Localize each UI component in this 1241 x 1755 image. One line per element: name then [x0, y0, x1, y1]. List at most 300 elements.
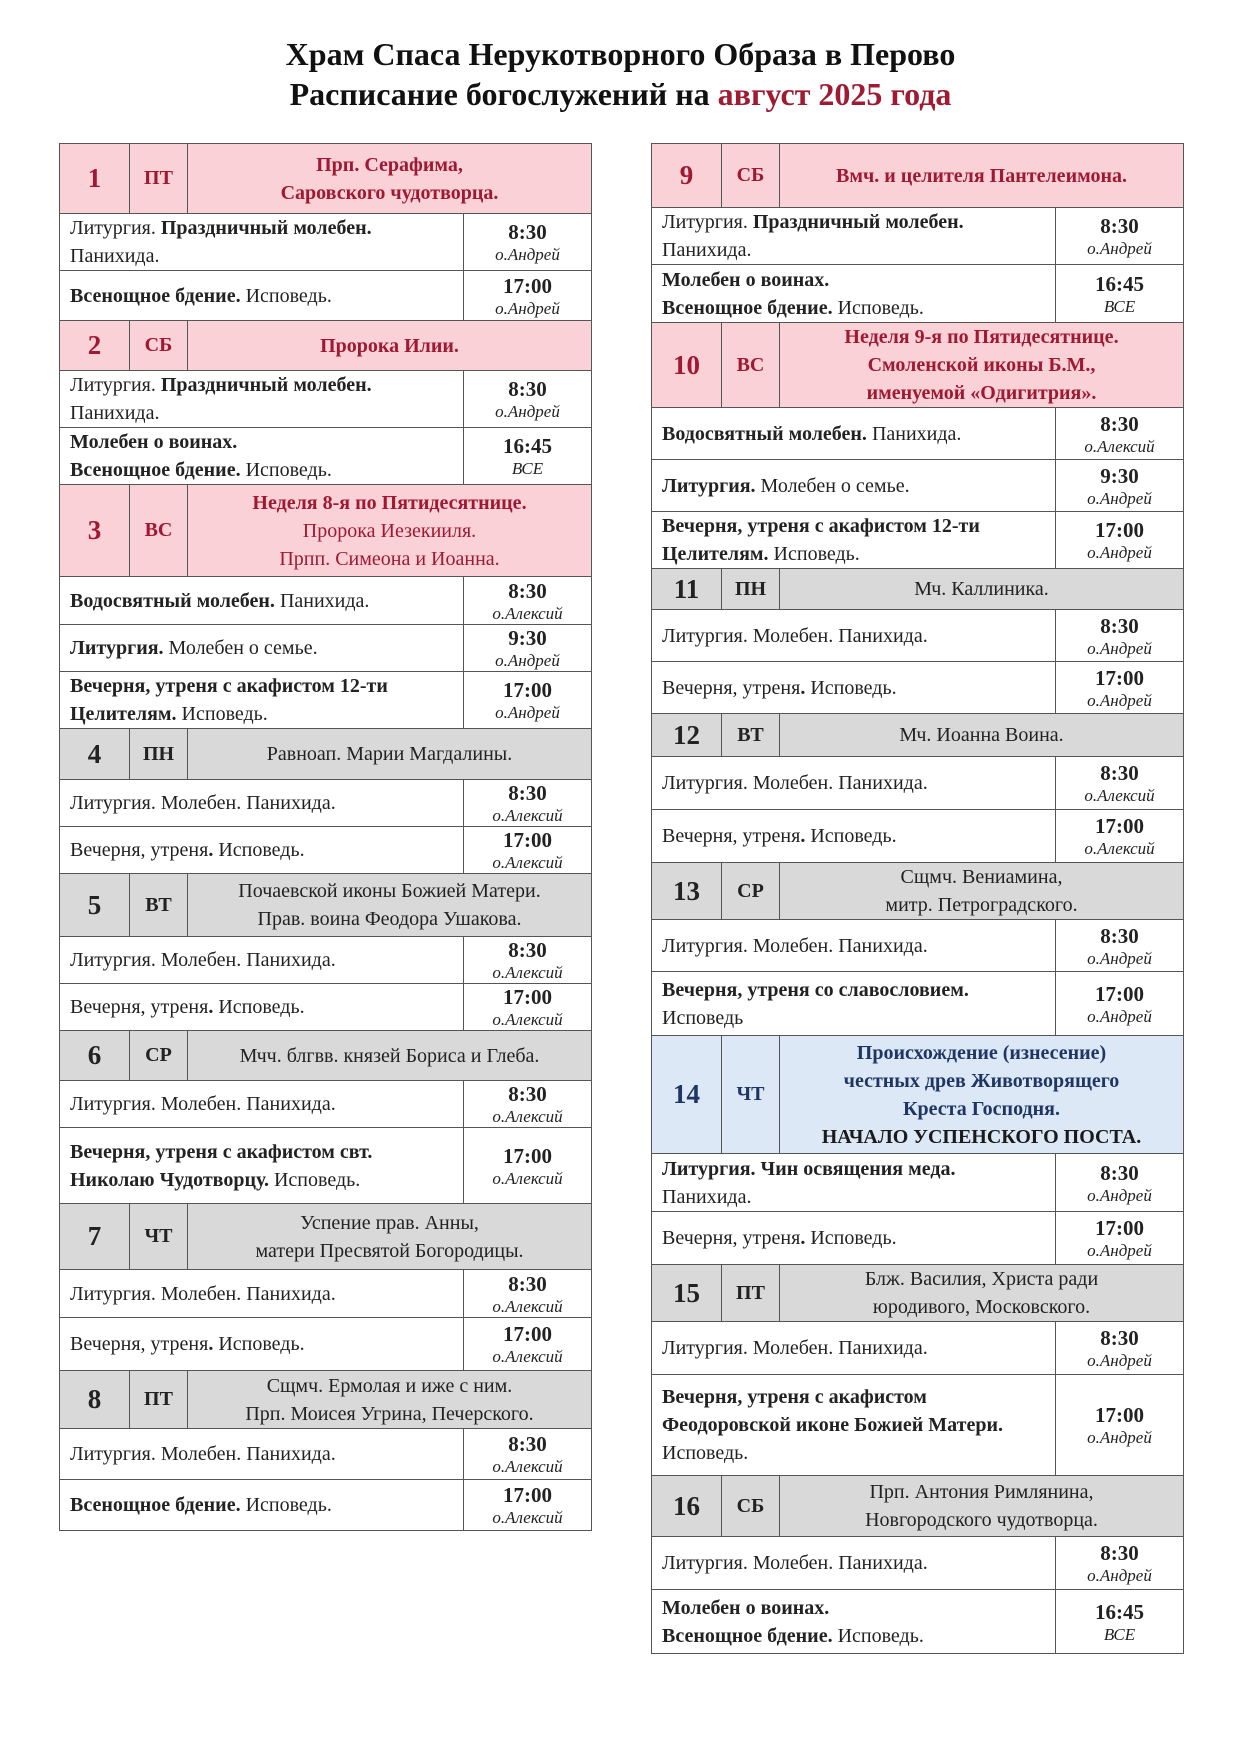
day-of-week: СР: [722, 863, 780, 920]
day-number: 3: [60, 485, 130, 577]
service-time: 17:00: [1095, 1403, 1144, 1427]
service-text: Литургия.: [662, 211, 753, 233]
service-text: Литургия. Молебен. Панихида.: [662, 1337, 928, 1359]
service-text: Молебен о воинах.: [662, 268, 830, 291]
feast-line: юродивого, Московского.: [872, 1296, 1091, 1318]
feast-line: Успение прав. Анны,: [300, 1211, 479, 1234]
service-text: Исповедь.: [213, 1333, 305, 1355]
day-of-week: ВТ: [722, 714, 780, 757]
service-text: .: [800, 825, 806, 847]
service-description: [652, 920, 1056, 972]
service-text: Исповедь.: [240, 459, 332, 481]
service-priest: о.Андрей: [1087, 1428, 1152, 1447]
service-time: 8:30: [508, 377, 547, 401]
service-row: [652, 972, 1184, 1036]
service-priest: о.Алексий: [492, 1347, 563, 1366]
service-priest: о.Алексий: [492, 1107, 563, 1126]
service-row: [60, 1429, 592, 1480]
day-header-row: [60, 321, 592, 371]
service-text: Молебен о семье.: [163, 637, 318, 659]
day-number: 1: [60, 144, 130, 214]
service-time-cell: [464, 577, 592, 625]
service-row: [652, 810, 1184, 863]
service-time: 9:30: [1100, 463, 1139, 488]
service-priest: ВСЕ: [1103, 1624, 1136, 1644]
service-text: Панихида.: [866, 422, 962, 445]
title-line-1: Храм Спаса Нерукотворного Образа в Перово: [285, 36, 956, 72]
service-row: [60, 214, 592, 271]
service-description: [652, 1590, 1056, 1654]
service-text: .: [208, 839, 214, 861]
schedule-right-column: [651, 143, 1183, 1654]
service-description: [60, 1128, 464, 1204]
service-text: Литургия. Молебен. Панихида.: [662, 772, 928, 794]
service-time-cell: [464, 984, 592, 1031]
day-of-week: ВС: [722, 323, 780, 408]
service-time: 8:30: [508, 1432, 547, 1456]
service-text: Литургия. Молебен. Панихида.: [70, 1093, 336, 1115]
service-description: [652, 972, 1056, 1036]
service-time: 17:00: [503, 985, 552, 1009]
feast-line: Мч. Иоанна Воина.: [899, 724, 1064, 746]
service-priest: о.Алексий: [492, 1508, 563, 1527]
day-number: 8: [60, 1371, 130, 1429]
day-header-row: [60, 874, 592, 937]
service-time-cell: [1056, 1537, 1184, 1590]
page-title: [0, 34, 1241, 114]
service-text: Литургия. Молебен. Панихида.: [70, 949, 336, 971]
service-description: [60, 827, 464, 874]
day-header-row: [652, 714, 1184, 757]
feast-line: Мчч. блгвв. князей Бориса и Глеба.: [239, 1044, 540, 1067]
feast-line: митр. Петроградского.: [885, 894, 1078, 916]
service-row: [652, 1590, 1184, 1654]
feast-name: [780, 863, 1184, 920]
day-of-week: СБ: [722, 1476, 780, 1537]
service-description: [60, 214, 464, 271]
service-text: Литургия.: [70, 217, 161, 239]
feast-name: [780, 714, 1184, 757]
feast-line: Неделя 8-я по Пятидесятнице.: [252, 491, 527, 514]
service-time: 8:30: [1100, 1541, 1139, 1565]
feast-name: [780, 144, 1184, 208]
feast-line: Неделя 9-я по Пятидесятнице.: [844, 326, 1119, 348]
service-description: [60, 1270, 464, 1318]
service-priest: о.Алексий: [492, 1296, 563, 1316]
day-header-row: [652, 1476, 1184, 1537]
service-time: 17:00: [503, 1322, 552, 1346]
service-text: Молебен о семье.: [755, 474, 910, 497]
service-description: [60, 625, 464, 672]
service-text: Вечерня, утреня: [662, 825, 801, 847]
service-priest: о.Алексий: [492, 806, 563, 825]
feast-line: Мч. Каллиника.: [914, 578, 1049, 600]
service-time-cell: [1056, 1375, 1184, 1476]
service-description: [60, 577, 464, 625]
day-of-week: ПН: [130, 729, 188, 780]
service-text: Вечерня, утреня с акафистом 12-ти Целителям.: [662, 515, 980, 565]
feast-line: именуемой «Одигитрия».: [866, 382, 1097, 404]
service-time-cell: [1056, 972, 1184, 1036]
service-text: Водосвятный молебен.: [662, 422, 867, 445]
feast-name: [188, 874, 592, 937]
service-description: [652, 1375, 1056, 1476]
day-number: 4: [60, 729, 130, 780]
service-text: Литургия. Молебен. Панихида.: [70, 1443, 336, 1465]
service-priest: о.Андрей: [495, 402, 560, 421]
service-description: [60, 1318, 464, 1371]
service-text: Вечерня, утреня: [662, 676, 801, 699]
day-number: 5: [60, 874, 130, 937]
schedule-table-left: [59, 143, 592, 1531]
feast-name: [780, 569, 1184, 610]
service-time-cell: [1056, 662, 1184, 714]
service-text: Литургия.: [662, 474, 756, 497]
feast-name: [188, 1371, 592, 1429]
service-time-cell: [464, 1318, 592, 1371]
feast-name: [188, 485, 592, 577]
service-text: Панихида.: [70, 402, 160, 424]
feast-line: НАЧАЛО УСПЕНСКОГО ПОСТА.: [821, 1125, 1142, 1148]
day-number: 9: [652, 144, 722, 208]
service-description: [60, 780, 464, 827]
day-of-week: ПТ: [130, 1371, 188, 1429]
service-text: .: [208, 1333, 214, 1355]
service-priest: о.Андрей: [1087, 638, 1152, 658]
service-row: [652, 757, 1184, 810]
service-row: [60, 827, 592, 874]
feast-name: [780, 323, 1184, 408]
day-header-row: [652, 144, 1184, 208]
service-text: Исповедь.: [240, 284, 332, 307]
service-priest: о.Андрей: [1087, 690, 1152, 710]
service-row: [652, 1154, 1184, 1212]
service-time: 16:45: [503, 434, 552, 458]
service-priest: о.Алексий: [492, 853, 563, 872]
service-time: 16:45: [1095, 271, 1144, 296]
service-text: Всенощное бдение.: [70, 284, 241, 307]
service-text: Литургия.: [70, 374, 161, 396]
service-priest: о.Андрей: [1087, 1185, 1152, 1205]
service-time: 8:30: [508, 220, 547, 244]
service-row: [652, 662, 1184, 714]
service-description: [60, 371, 464, 428]
service-text: Панихида.: [662, 239, 752, 261]
feast-line: матери Пресвятой Богородицы.: [255, 1239, 524, 1262]
service-time: 8:30: [1100, 923, 1139, 948]
day-of-week: СР: [130, 1031, 188, 1081]
service-text: Исповедь.: [240, 1494, 332, 1516]
day-header-row: [652, 863, 1184, 920]
service-time-cell: [1056, 1212, 1184, 1265]
day-of-week: СБ: [722, 144, 780, 208]
feast-name: [188, 321, 592, 371]
service-time-cell: [1056, 208, 1184, 265]
feast-line: Креста Господня.: [903, 1097, 1060, 1120]
feast-name: [780, 1036, 1184, 1154]
day-of-week: ВС: [130, 485, 188, 577]
service-row: [60, 577, 592, 625]
service-row: [60, 937, 592, 984]
day-of-week: ПТ: [722, 1265, 780, 1322]
service-priest: о.Андрей: [495, 703, 560, 722]
service-text: Вечерня, утреня со славословием.: [662, 978, 969, 1001]
service-text: Литургия. Молебен. Панихида.: [662, 934, 928, 957]
feast-line: Прп. Серафима,: [316, 153, 463, 176]
service-text: Вечерня, утреня с акафистом свт. Николаю Чудотворцу.: [70, 1140, 373, 1191]
service-description: [652, 512, 1056, 569]
day-number: 2: [60, 321, 130, 371]
service-time: 8:30: [1100, 1326, 1139, 1350]
service-time: 17:00: [503, 678, 552, 702]
service-time: 16:45: [1095, 1599, 1144, 1624]
service-description: [60, 1081, 464, 1128]
service-text: Исповедь.: [805, 676, 897, 699]
service-time-cell: [1056, 460, 1184, 512]
schedule-table-right: [651, 143, 1184, 1654]
service-priest: о.Андрей: [1087, 1566, 1152, 1585]
schedule-left-column: [59, 143, 591, 1531]
day-of-week: ПН: [722, 569, 780, 610]
day-number: 16: [652, 1476, 722, 1537]
feast-name: [780, 1265, 1184, 1322]
service-row: [60, 371, 592, 428]
feast-line: Прав. воина Феодора Ушакова.: [257, 908, 522, 930]
service-row: [652, 408, 1184, 460]
service-text: Исповедь.: [213, 839, 305, 861]
service-priest: о.Алексий: [492, 963, 563, 982]
service-text: .: [800, 676, 806, 699]
service-time-cell: [1056, 610, 1184, 662]
service-text: Водосвятный молебен.: [70, 589, 275, 612]
service-time: 8:30: [1100, 613, 1139, 638]
service-description: [60, 271, 464, 321]
service-text: Исповедь.: [268, 1168, 361, 1191]
day-header-row: [652, 1265, 1184, 1322]
day-header-row: [60, 1371, 592, 1429]
service-time: 8:30: [1100, 1160, 1139, 1185]
service-time: 17:00: [503, 1483, 552, 1507]
service-time: 17:00: [1095, 665, 1144, 690]
service-description: [652, 408, 1056, 460]
service-time: 17:00: [1095, 814, 1144, 838]
service-time-cell: [1056, 512, 1184, 569]
service-time: 17:00: [1095, 518, 1144, 542]
service-description: [652, 610, 1056, 662]
service-text: Исповедь.: [832, 1624, 924, 1647]
service-text: Исповедь.: [832, 296, 924, 319]
feast-line: Новгородского чудотворца.: [865, 1509, 1098, 1531]
service-time-cell: [464, 1480, 592, 1531]
feast-line: Равноап. Марии Магдалины.: [266, 743, 513, 765]
service-priest: о.Алексий: [1084, 839, 1155, 858]
service-text: Всенощное бдение.: [70, 459, 241, 481]
service-time: 9:30: [508, 626, 547, 650]
feast-line: Пророка Иезекииля.: [302, 519, 477, 542]
day-number: 15: [652, 1265, 722, 1322]
day-header-row: [60, 729, 592, 780]
service-text: Вечерня, утреня: [662, 1227, 801, 1249]
service-priest: о.Андрей: [495, 245, 560, 264]
service-text: Исповедь.: [213, 996, 305, 1018]
service-priest: ВСЕ: [511, 459, 544, 478]
service-row: [652, 1537, 1184, 1590]
service-row: [652, 1375, 1184, 1476]
service-priest: о.Андрей: [1087, 543, 1152, 562]
title-month: август 2025 года: [717, 76, 952, 112]
feast-line: Вмч. и целителя Пантелеимона.: [836, 164, 1127, 187]
day-header-row: [60, 1204, 592, 1270]
service-text: .: [800, 1227, 806, 1249]
service-text: Вечерня, утреня с акафистом 12-ти Целителям.: [70, 675, 388, 725]
service-time-cell: [464, 780, 592, 827]
service-time-cell: [1056, 1322, 1184, 1375]
feast-name: [188, 144, 592, 214]
service-time: 17:00: [503, 273, 552, 298]
service-priest: о.Андрей: [1087, 488, 1152, 508]
service-description: [652, 1537, 1056, 1590]
service-time-cell: [1056, 757, 1184, 810]
service-priest: о.Андрей: [495, 298, 560, 318]
feast-line: Пророка Илии.: [320, 334, 459, 357]
service-time-cell: [1056, 1154, 1184, 1212]
service-text: Литургия. Чин освящения меда.: [662, 1157, 956, 1180]
service-time-cell: [464, 1270, 592, 1318]
service-description: [652, 757, 1056, 810]
service-time-cell: [464, 1128, 592, 1204]
service-text: Исповедь.: [662, 1442, 749, 1464]
service-time: 17:00: [503, 1143, 552, 1168]
service-row: [60, 271, 592, 321]
service-text: Исповедь.: [768, 543, 860, 565]
service-row: [652, 920, 1184, 972]
service-time: 8:30: [508, 938, 547, 962]
day-number: 13: [652, 863, 722, 920]
day-number: 7: [60, 1204, 130, 1270]
service-text: Праздничный молебен.: [160, 217, 372, 239]
service-row: [652, 1212, 1184, 1265]
feast-line: Сщмч. Ермолая и иже с ним.: [266, 1374, 513, 1397]
feast-line: Прп. Антония Римлянина,: [869, 1481, 1094, 1503]
service-text: Праздничный молебен.: [160, 374, 372, 396]
service-row: [60, 1318, 592, 1371]
service-description: [652, 460, 1056, 512]
service-row: [60, 428, 592, 485]
day-header-row: [60, 144, 592, 214]
service-text: Панихида.: [662, 1185, 752, 1208]
day-number: 12: [652, 714, 722, 757]
day-of-week: ПТ: [130, 144, 188, 214]
day-header-row: [652, 569, 1184, 610]
day-of-week: СБ: [130, 321, 188, 371]
service-row: [60, 625, 592, 672]
service-priest: о.Алексий: [492, 603, 563, 623]
title-line-2-prefix: Расписание богослужений на: [289, 76, 710, 112]
service-text: Панихида.: [274, 589, 370, 612]
day-number: 10: [652, 323, 722, 408]
service-priest: о.Андрей: [1087, 1351, 1152, 1370]
service-priest: о.Андрей: [1087, 239, 1152, 258]
service-priest: о.Андрей: [495, 651, 560, 670]
service-time-cell: [464, 371, 592, 428]
service-row: [652, 265, 1184, 323]
service-text: Исповедь.: [805, 825, 897, 847]
service-text: Литургия. Молебен. Панихида.: [662, 624, 928, 647]
day-number: 6: [60, 1031, 130, 1081]
feast-name: [188, 1204, 592, 1270]
service-priest: о.Алексий: [492, 1168, 563, 1188]
service-time-cell: [464, 1081, 592, 1128]
day-header-row: [60, 485, 592, 577]
service-row: [60, 1480, 592, 1531]
feast-name: [188, 1031, 592, 1081]
service-text: Литургия. Молебен. Панихида.: [70, 792, 336, 814]
feast-line: Происхождение (изнесение): [856, 1041, 1107, 1064]
service-text: Вечерня, утреня с акафистом Феодоровской иконе Божией Матери.: [662, 1386, 1003, 1436]
service-text: Литургия. Молебен. Панихида.: [70, 1282, 336, 1305]
title-line-2: [0, 74, 1241, 114]
service-time: 8:30: [1100, 411, 1139, 436]
day-of-week: ВТ: [130, 874, 188, 937]
service-priest: о.Андрей: [1087, 1241, 1152, 1260]
service-priest: о.Алексий: [1084, 786, 1155, 805]
day-header-row: [652, 323, 1184, 408]
service-text: Панихида.: [70, 245, 160, 267]
service-time-cell: [1056, 810, 1184, 863]
day-of-week: ЧТ: [130, 1204, 188, 1270]
service-text: Всенощное бдение.: [662, 296, 833, 319]
service-row: [60, 984, 592, 1031]
feast-line: Прп. Моисея Угрина, Печерского.: [245, 1402, 534, 1425]
service-text: Всенощное бдение.: [70, 1494, 241, 1516]
service-row: [652, 1322, 1184, 1375]
service-priest: о.Алексий: [492, 1010, 563, 1029]
day-header-row: [60, 1031, 592, 1081]
service-description: [652, 1212, 1056, 1265]
service-time: 17:00: [1095, 981, 1144, 1006]
feast-line: Саровского чудотворца.: [280, 181, 499, 204]
service-time-cell: [1056, 265, 1184, 323]
service-row: [60, 1081, 592, 1128]
service-text: Всенощное бдение.: [662, 1624, 833, 1647]
feast-line: Блж. Василия, Христа ради: [864, 1268, 1099, 1290]
service-time-cell: [464, 214, 592, 271]
feast-line: честных древ Животворящего: [843, 1069, 1120, 1092]
service-row: [652, 208, 1184, 265]
service-time: 8:30: [508, 578, 547, 603]
service-description: [60, 984, 464, 1031]
service-description: [652, 1154, 1056, 1212]
service-time-cell: [1056, 1590, 1184, 1654]
service-text: Литургия.: [70, 637, 164, 659]
service-time-cell: [464, 672, 592, 729]
service-priest: о.Андрей: [1087, 948, 1152, 968]
service-priest: о.Алексий: [1084, 436, 1155, 456]
feast-line: Почаевской иконы Божией Матери.: [238, 880, 541, 902]
feast-line: Прпп. Симеона и Иоанна.: [279, 547, 500, 570]
service-time-cell: [464, 271, 592, 321]
service-time-cell: [1056, 408, 1184, 460]
feast-name: [780, 1476, 1184, 1537]
service-row: [60, 672, 592, 729]
service-time-cell: [464, 937, 592, 984]
service-row: [60, 1128, 592, 1204]
service-description: [60, 428, 464, 485]
service-text: Исповедь.: [176, 703, 268, 725]
service-text: Вечерня, утреня: [70, 1333, 209, 1355]
day-number: 11: [652, 569, 722, 610]
service-text: Исповедь: [662, 1006, 744, 1029]
